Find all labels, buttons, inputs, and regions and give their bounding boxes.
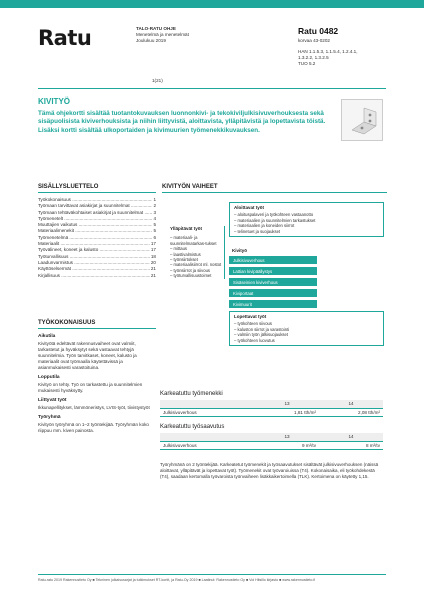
saavutus-value: 8 m²/tv [319, 441, 383, 449]
toc-item [38, 273, 156, 279]
work-step: Lattian kivipäällystys [229, 267, 317, 276]
tyokokonaisuus-title: TYÖKOKONAISUUS [38, 320, 96, 326]
toc-item-label: Työmenetelt ..... [38, 216, 152, 222]
maintenance-heading: Ylläpitävät työt [170, 226, 203, 231]
card-code: Ratu 0482 [298, 26, 339, 36]
start-item: – telinetuet ja suojaukset [234, 228, 281, 234]
toc-item-page: 1 [153, 197, 156, 202]
table-row [160, 441, 383, 449]
toc-item-page: 17 [150, 241, 156, 247]
toc-item-label: Työmaan tarvittavat asiakirjat ja suunnitelmat ..... [38, 203, 152, 209]
toc-item-label: Materiaalimenekit ..... [38, 228, 152, 234]
start-item: – materiaalien ja koneiden siirrot [234, 223, 295, 229]
toc-item-page: 17 [150, 247, 156, 253]
footer-divider [38, 574, 386, 575]
header-subtitle: Menetelmä ja menetelmät [136, 32, 189, 37]
end-heading: Lopettavat työt [234, 314, 267, 319]
toc-item-page: 5 [153, 228, 156, 234]
header-divider [38, 88, 386, 89]
toc-title: SISÄLLYSLUETTELO [38, 184, 99, 190]
footer-text: Ratu-ratu 2019 Rakennustieto Oy ■ Tekninen julkaisusarjat ja tutkimukset RT-kortit, ja Ratu-Oy 2019 ■ Laatinut: Rakennustieto Oy ■ Voi Hitsillo kirjasto ■ www.rakennustieto.fi [38, 578, 316, 582]
product-photo [341, 99, 383, 141]
menekki-col: 13 [255, 400, 319, 408]
section-text: Kivityön työryhmä on 1–2 työntekijää. Työryhmän koko riippuu mm. kiven painosta. [38, 422, 149, 433]
start-work-box [229, 202, 384, 237]
saavutus-header-row [160, 433, 383, 441]
work-heading: Kivityö [232, 248, 248, 253]
table-row [160, 408, 383, 416]
tuo-code: TUO 5.2 [298, 61, 316, 66]
toc-item-label: Työvälineet, koneet ja kalusto ..... [38, 247, 150, 253]
tyokokonaisuus-body [38, 330, 156, 435]
maintenance-item: – materiaalisiirrot ml. nostot [170, 262, 222, 268]
saavutus-row-label: Julkisivuverhous [160, 441, 255, 449]
toc-item-label: Työturvallisuus ..... [38, 254, 150, 260]
saavutus-title: Karkeatuttu työsaavutus [160, 424, 225, 430]
top-accent-bar [0, 0, 424, 8]
table-of-contents [38, 197, 156, 279]
menekki-value: 1,81 tth/m² [255, 408, 319, 416]
card-replaces: korvaa 43-0202 [298, 38, 330, 43]
work-step: Sisäseinien kiviverhous [229, 278, 317, 287]
menekki-col: 14 [319, 400, 383, 408]
saavutus-value: 9 m²/tv [255, 441, 319, 449]
toc-item-label: Työkokonaisuus ..... [38, 197, 152, 203]
menekki-table [160, 400, 383, 417]
work-phase-diagram [162, 196, 387, 376]
menekki-row-label: Julkisivuverhous [160, 408, 255, 416]
toc-item-page: 21 [150, 272, 156, 278]
work-step: Kivimuurit [229, 300, 317, 309]
menekki-value: 2,08 tth/m² [319, 408, 383, 416]
toc-item-label: Työmenetelmä ..... [38, 235, 152, 241]
end-item: – työkohteen luovutus [234, 337, 275, 343]
toc-item-label: Materiaalit ..... [38, 241, 150, 247]
flow-divider [162, 192, 387, 193]
toc-item-page: 3 [153, 209, 156, 215]
start-item: – materiaalien ja suunnitelmien tarkastukset [234, 217, 316, 223]
maintenance-item: – työnsiirtokset [170, 257, 198, 263]
menekki-title: Karkeatuttu työmenekki [160, 391, 223, 397]
saavutus-col: 14 [319, 433, 383, 441]
toc-divider [38, 192, 156, 193]
maintenance-item: – työnsiirrot ja siivous [170, 267, 211, 273]
end-item: – kaluston siirrot ja varastointi [234, 326, 290, 332]
toc-item-page: 20 [150, 259, 156, 265]
page-title: KIVITYÖ [38, 97, 71, 106]
saavutus-col: 13 [255, 433, 319, 441]
maintenance-item: – materiaali- ja suunnitelmatarkas-tukset [170, 235, 217, 246]
saavutus-table [160, 433, 383, 450]
toc-item-page: 4 [153, 215, 156, 221]
start-item: – aloituspalaveri ja työkohteen vastaanotto [234, 212, 314, 218]
header-meta [136, 26, 189, 44]
toc-item-label: Käyttöselsermät ..... [38, 266, 150, 272]
menekki-note: Työryhmänä on 2 työntekijää. Karkeatetut työmenekit ja työsaavutukset sisältävät julkisivuverhouksen (näissä aloittavat, ylläpitävät ja lopettavat työt). Työmenekit ovat työvaroiuissa (T4). Kokonaisaika, eli työkohdekestä (T4), saadaan kertomalla työvaroista työnvaiheen lisäkkaikertoimella (TLK). Kertoimena on käytetty 1,15. [160, 462, 379, 479]
toc-item-page: 18 [150, 253, 156, 259]
start-heading: Aloittavat työt [234, 205, 265, 210]
section-text: Ikkunapellitykset, lämmöneristys, LVIS-työt, tiivistystyöt [38, 405, 150, 410]
ratu-logo: Ratu [38, 26, 92, 50]
section-heading: Lopputila [38, 375, 60, 380]
end-work-box [229, 311, 384, 346]
toc-item-page: 2 [153, 203, 156, 209]
toc-item-label: Kirjallisuus ..... [38, 273, 150, 279]
header-series: TALO-RATU OHJE [136, 26, 176, 31]
toc-item-label: Muuttajien vaikutus ..... [38, 222, 152, 228]
section-heading: Liittyvät työt [38, 398, 67, 403]
section-text: Kivityö on tehty. Työ on tarkastettu ja suunnitelmien mukaisesti hyväksytty. [38, 382, 143, 393]
section-heading: Työryhmä [38, 415, 61, 420]
section-text: Kivityötä edeltävät rakennusvaiheet ovat valmiit, tarkastetut ja hyväksytyt sekä vastaavat tehtyjä suunnitelmia. Työn tarvitkaset, koneet, kalusto ja materiaalit ovat työmaalla käytettävissä ja asianmukaisesti varastoituina. [38, 341, 137, 370]
maintenance-item: – työturvallisuustoimet [170, 273, 212, 279]
section-heading: Aikutila [38, 334, 56, 339]
toc-item-label: Laadunvarmistus ..... [38, 260, 150, 266]
toc-item-page: 6 [153, 234, 156, 240]
han-codes: HAN 1.1.5.3, 1.1.5.4, 1.2.4.1, 1.3.2.2, 1.3.2.5 [298, 49, 358, 60]
header-code-block [298, 26, 368, 67]
tyokokonaisuus-divider [38, 328, 156, 329]
maintenance-item: – mittaus [170, 246, 187, 252]
toc-item-label: Työmaan tehtäväkohtaiset asiakirjat ja suunnitelmat ..... [38, 210, 152, 216]
menekki-header-row [160, 400, 383, 408]
work-step: Kiviportaat [229, 289, 317, 298]
page-number: 1(21) [152, 78, 163, 83]
maintenance-item: – laastivalmistus [170, 251, 201, 257]
maintenance-work-column [170, 226, 225, 279]
end-item: – valmiin työn jälkisuojaukset [234, 332, 288, 338]
flow-title: KIVITYÖN VAIHEET [162, 184, 218, 190]
work-step: Julkisivuverhous [229, 256, 317, 265]
header-date: Joulukuu 2019 [136, 38, 166, 43]
toc-item-page: 21 [150, 266, 156, 272]
toc-item-page: 5 [153, 222, 156, 228]
end-item: – työkohteen siivous [234, 321, 272, 327]
intro-text: Tämä ohjekortti sisältää tuotantokuvauksen luonnonkivi- ja tekokiviljulkisivuverhouksesta sekä sisäpuolisista kiviverhouksista ja niihin liittyvistä, aloittavista, ylläpitävistä ja lopettavista töistä. Lisäksi kortti sisältää ulkoportaiden ja kivimuurien työmenekkikuvauksen. [38, 110, 326, 134]
